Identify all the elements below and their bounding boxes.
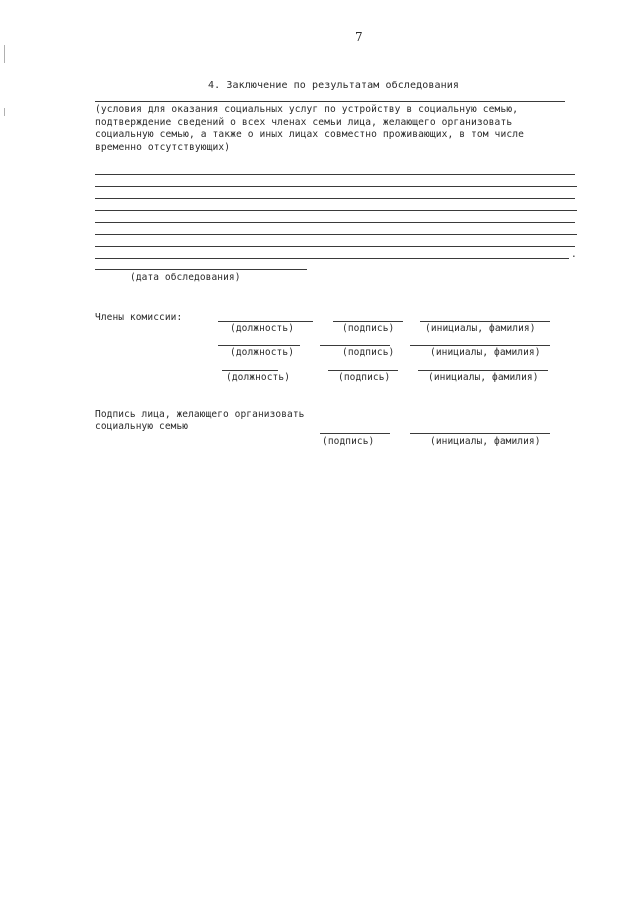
commission-position-caption: (должность) [230,347,295,358]
commission-signature-line[interactable] [333,321,403,322]
commission-name-line[interactable] [410,345,550,346]
survey-date-caption: (дата обследования) [130,272,241,283]
conditions-caption-line: подтверждение сведений о всех членах семьи лица, желающего организовать [95,116,513,128]
scan-edge-mark [4,45,5,63]
conclusion-fill-line[interactable] [95,210,577,211]
commission-name-caption: (инициалы, фамилия) [425,323,536,334]
applicant-signature-caption: (подпись) [322,436,375,447]
commission-signature-line[interactable] [328,370,398,371]
commission-label: Члены комиссии: [95,312,183,323]
conditions-caption-line: (условия для оказания социальных услуг по устройству в социальную семью, [95,104,519,115]
conditions-line [95,101,565,102]
applicant-signature-line[interactable] [320,433,390,434]
commission-position-line[interactable] [218,321,313,322]
commission-signature-line[interactable] [320,345,390,346]
survey-date-line[interactable] [95,269,307,270]
commission-signature-caption: (подпись) [342,323,395,334]
commission-position-line[interactable] [218,345,300,346]
conditions-caption [95,104,583,155]
conclusion-fill-line[interactable] [95,246,575,247]
applicant-label: социальную семью [95,421,189,432]
conclusion-fill-line[interactable] [95,186,577,187]
conclusion-fill-line[interactable] [95,258,569,259]
applicant-name-caption: (инициалы, фамилия) [430,436,541,447]
section-title: 4. Заключение по результатам обследования [208,80,459,91]
commission-name-line[interactable] [418,370,548,371]
commission-signature-caption: (подпись) [342,347,395,358]
page-number: 7 [355,30,363,44]
commission-position-caption: (должность) [226,372,291,383]
conclusion-fill-line[interactable] [95,174,575,175]
commission-position-line[interactable] [222,370,278,371]
conclusion-fill-line[interactable] [95,198,575,199]
conditions-caption-line: временно отсутствующих) [95,142,231,154]
commission-signature-caption: (подпись) [338,372,391,383]
scan-edge-mark [4,108,5,116]
commission-position-caption: (должность) [230,323,295,334]
conclusion-fill-line[interactable] [95,222,575,223]
fill-end-mark: . [571,249,577,260]
conditions-caption-line: социальную семью, а также о иных лицах совместно проживающих, в том числе [95,129,524,141]
applicant-name-line[interactable] [410,433,550,434]
commission-name-caption: (инициалы, фамилия) [430,347,541,358]
commission-name-caption: (инициалы, фамилия) [428,372,539,383]
applicant-label: Подпись лица, желающего организовать [95,409,305,420]
commission-name-line[interactable] [420,321,550,322]
conclusion-fill-line[interactable] [95,234,577,235]
